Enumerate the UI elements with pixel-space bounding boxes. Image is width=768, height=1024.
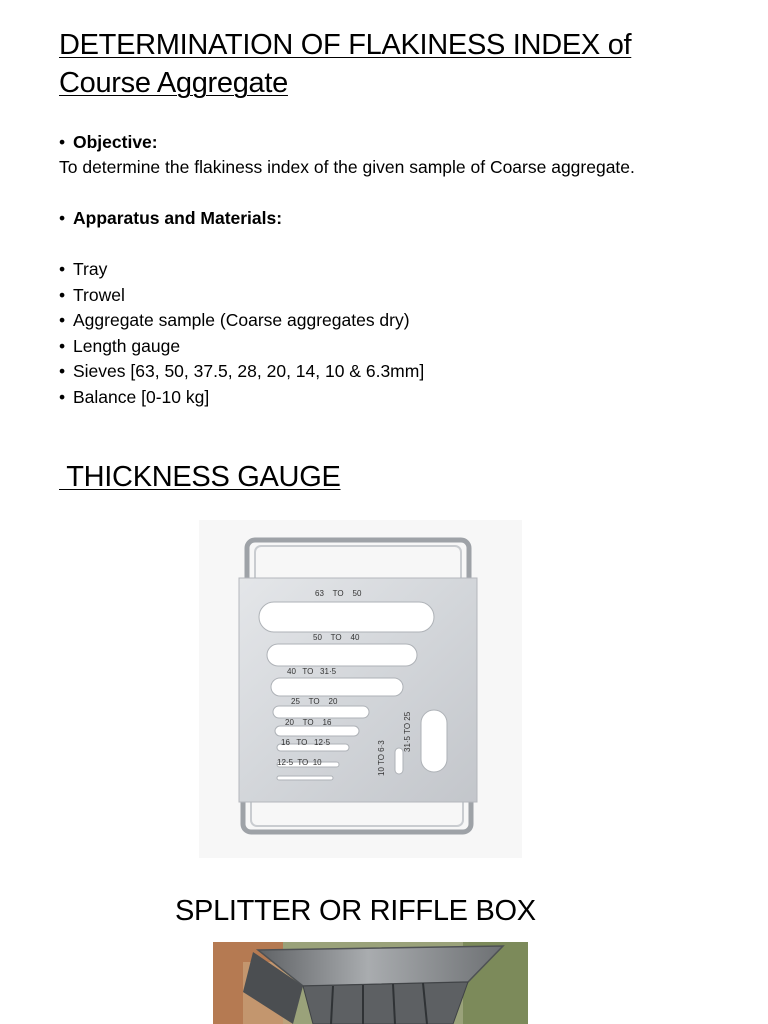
objective-heading — [59, 130, 158, 156]
vertical-slot-label: 10 TO 6·3 — [377, 740, 386, 776]
slot-label: 16 TO 12·5 — [281, 738, 331, 747]
list-item: • Length gauge — [59, 335, 181, 356]
slot-label: 25 TO 20 — [291, 697, 338, 706]
thickness-gauge-heading: THICKNESS GAUGE — [59, 461, 341, 493]
list-item: • Trowel — [59, 284, 125, 305]
title-line-1: DETERMINATION OF FLAKINESS INDEX of — [59, 29, 632, 61]
slot-label: 63 TO 50 — [315, 589, 362, 598]
list-item: • Aggregate sample (Coarse aggregates dry) — [59, 310, 410, 330]
vertical-slot-label: 31·5 TO 25 — [403, 711, 412, 752]
apparatus-heading — [59, 206, 282, 232]
objective-label: Objective: — [73, 132, 158, 152]
page-title — [59, 26, 719, 102]
list-item: • Tray — [59, 259, 108, 279]
riffle-box-heading: SPLITTER OR RIFFLE BOX — [175, 895, 536, 927]
objective-text: To determine the flakiness index of the given sample of Coarse aggregate. — [59, 157, 635, 177]
slot-label: 12·5 TO 10 — [277, 758, 322, 767]
list-item: • Balance [0-10 kg] — [59, 386, 210, 407]
list-item: • Sieves [63, 50, 37.5, 28, 20, 14, 10 & 6.3mm] — [59, 361, 425, 381]
slot-label: 20 TO 16 — [285, 718, 332, 727]
thickness-gauge-image — [199, 520, 522, 858]
apparatus-label: Apparatus and Materials: — [73, 208, 283, 228]
materials-list — [59, 257, 424, 410]
slot-label: 50 TO 40 — [313, 633, 360, 642]
slot-label: 40 TO 31·5 — [287, 667, 337, 676]
bullet-dot: • — [59, 208, 66, 228]
riffle-box-image — [213, 942, 528, 1024]
bullet-dot: • — [59, 132, 66, 152]
title-line-2: Course Aggregate — [59, 67, 288, 99]
